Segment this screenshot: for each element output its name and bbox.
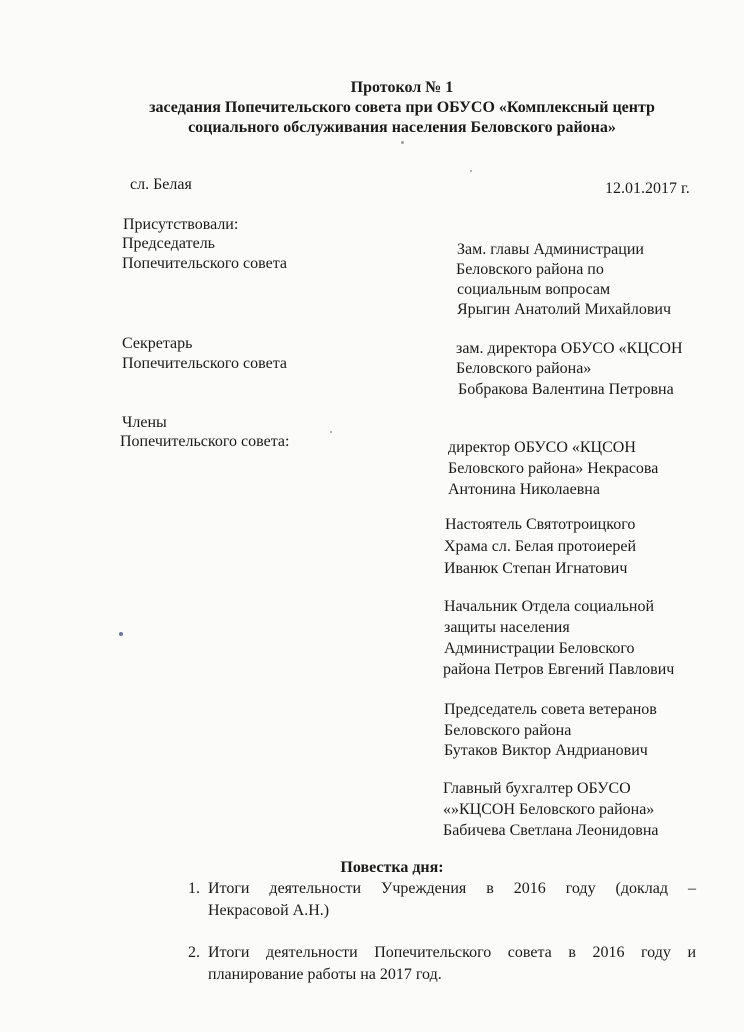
chairman-name: Ярыгин Анатолий Михайлович [457,301,671,318]
member-info-line: «»КЦСОН Беловского района» [443,801,655,818]
chairman-info-line: Зам. главы Администрации [457,241,644,258]
member-info-line: Беловского района» Некрасова [448,460,659,477]
member-info-line: Беловского района [444,722,572,739]
agenda-item-line: Итоги деятельности Учреждения в 2016 году (доклад – [208,880,696,897]
scan-speck [119,632,123,636]
chairman-info-line: Беловского района по [456,261,604,278]
member-info-line: Главный бухгалтер ОБУСО [443,780,631,797]
agenda-item-text [208,878,696,922]
secretary-role-line2: Попечительского совета [122,355,287,372]
protocol-subtitle-line2: социального обслуживания населения Беловского района» [188,119,616,136]
member-info-line: Настоятель Святотроицкого [445,516,636,533]
agenda-item-line: Итоги деятельности Попечительского совета в 2016 году и [208,944,696,961]
scan-speck [470,170,472,172]
protocol-title: Протокол № 1 [350,79,454,96]
member-info-line: Антонина Николаевна [448,481,600,498]
member-info-line: Начальник Отдела социальной [444,598,655,615]
member-info-line: Бабичева Светлана Леонидовна [443,822,659,839]
members-role-line1: Члены [122,414,167,431]
protocol-subtitle-line1: заседания Попечительского совета при ОБУСО «Комплексный центр [149,99,655,116]
agenda-title: Повестка дня: [340,859,444,876]
secretary-name: Бобракова Валентина Петровна [458,381,674,398]
member-info-line: директор ОБУСО «КЦСОН [448,439,636,456]
chairman-info-line: социальным вопросам [457,281,611,298]
agenda-item-line: Некрасовой А.Н.) [208,902,330,919]
member-info-line: Председатель совета ветеранов [444,701,657,718]
agenda-item-text [208,942,696,986]
member-info-line: Храма сл. Белая протоиерей [444,538,637,555]
secretary-info-line: зам. директора ОБУСО «КЦСОН [456,340,683,357]
scan-speck [330,431,332,433]
scan-speck [401,141,404,144]
meeting-date: 12.01.2017 г. [605,180,690,197]
members-role-line2: Попечительского совета: [120,433,290,450]
agenda-item-number: 1. [188,880,200,897]
chairman-role-line2: Попечительского совета [122,255,287,272]
member-info-line: Администрации Беловского [444,640,635,657]
member-info-line: защиты населения [444,619,570,636]
member-info-line: района Петров Евгений Павлович [443,661,675,678]
meeting-place: сл. Белая [130,176,192,193]
member-info-line: Иванюк Степан Игнатович [444,560,628,577]
secretary-role-line1: Секретарь [122,335,193,352]
agenda-item-number: 2. [188,944,200,961]
present-label: Присутствовали: [123,216,239,233]
chairman-role-line1: Председатель [122,235,215,252]
agenda-item-line: планирование работы на 2017 год. [208,966,442,983]
secretary-info-line: Беловского района» [456,360,592,377]
member-info-line: Бутаков Виктор Андрианович [444,742,648,759]
